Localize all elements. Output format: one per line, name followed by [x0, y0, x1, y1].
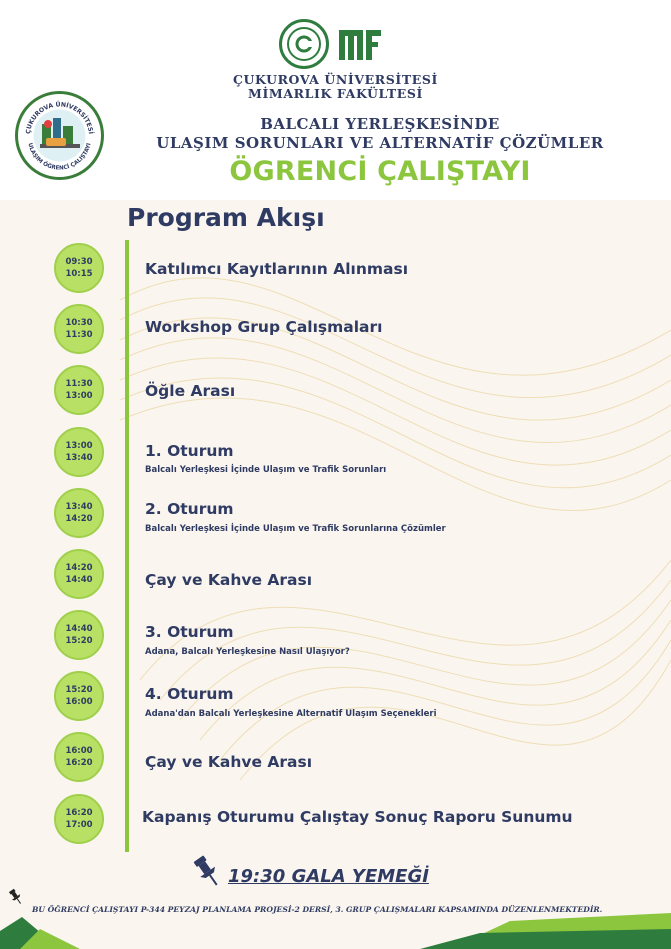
decorative-swirl-lines: [0, 180, 671, 900]
program-item-title: Workshop Grup Çalışmaları: [145, 318, 383, 336]
program-item-title: 2. Oturum: [145, 500, 234, 518]
pushpin-icon: [8, 888, 24, 906]
faculty-name: MİMARLIK FAKÜLTESİ: [248, 86, 423, 101]
time-start: 13:00: [65, 441, 93, 451]
decorative-corner-left: [0, 917, 80, 949]
time-start: 09:30: [65, 257, 93, 267]
timeline-line: [125, 240, 129, 852]
time-badge: [54, 732, 104, 782]
decorative-corner-right: [420, 913, 671, 949]
program-item-title: Katılımcı Kayıtlarının Alınması: [145, 260, 409, 278]
university-name: ÇUKUROVA ÜNİVERSİTESİ: [233, 72, 438, 87]
time-start: 16:00: [65, 746, 93, 756]
time-start: 15:20: [65, 685, 93, 695]
time-end: 13:00: [65, 391, 93, 401]
mf-logo-icon: [337, 24, 383, 64]
title-line-2: ULAŞIM SORUNLARI VE ALTERNATİF ÇÖZÜMLER: [156, 134, 604, 152]
time-badge: [54, 549, 104, 599]
time-badge: [54, 610, 104, 660]
time-start: 13:40: [65, 502, 93, 512]
program-item-title: Çay ve Kahve Arası: [145, 571, 313, 589]
pushpin-icon: [190, 852, 224, 890]
time-end: 13:40: [65, 453, 93, 463]
university-logo-icon: [279, 19, 329, 69]
time-end: 10:15: [65, 269, 93, 279]
time-end: 14:40: [65, 575, 93, 585]
time-badge: [54, 304, 104, 354]
time-start: 16:20: [65, 808, 93, 818]
time-start: 14:20: [65, 563, 93, 573]
program-item-title: Öğle Arası: [145, 382, 236, 400]
time-end: 11:30: [65, 330, 93, 340]
program-item-title: 3. Oturum: [145, 623, 234, 641]
time-end: 15:20: [65, 636, 93, 646]
time-badge: [54, 488, 104, 538]
workshop-logo-arc-text: ÇUKUROVA ÜNİVERSİTESİ: [25, 101, 94, 135]
program-item-subtitle: Balcalı Yerleşkesi İçinde Ulaşım ve Trafik Sorunları: [145, 465, 387, 475]
program-item-title: Çay ve Kahve Arası: [145, 753, 313, 771]
program-item-title: 4. Oturum: [145, 685, 234, 703]
time-badge: [54, 365, 104, 415]
program-heading: Program Akışı: [127, 203, 325, 232]
gala-dinner-text: 19:30 GALA YEMEĞİ: [228, 866, 429, 887]
program-item-subtitle: Adana, Balcalı Yerleşkesine Nasıl Ulaşıyor?: [145, 647, 350, 657]
time-start: 11:30: [65, 379, 93, 389]
footer-note: BU ÖĞRENCİ ÇALIŞTAYI P-344 PEYZAJ PLANLAMA PROJESİ-2 DERSİ, 3. GRUP ÇALIŞMALARI KAPSAMINDA DÜZENLENMEKTEDİR.: [32, 905, 603, 914]
program-item-title: 1. Oturum: [145, 442, 234, 460]
workshop-logo-bottom-text: ULAŞIM ÖĞRENCİ ÇALIŞTAYI: [26, 142, 93, 172]
time-end: 17:00: [65, 820, 93, 830]
program-item-subtitle: Adana'dan Balcalı Yerleşkesine Alternatif Ulaşım Seçenekleri: [145, 709, 437, 719]
time-badge: [54, 243, 104, 293]
time-end: 16:00: [65, 697, 93, 707]
time-start: 14:40: [65, 624, 93, 634]
workshop-logo-icon: [15, 91, 104, 180]
time-end: 14:20: [65, 514, 93, 524]
time-badge: [54, 427, 104, 477]
program-item-title: Kapanış Oturumu Çalıştay Sonuç Raporu Sunumu: [142, 808, 573, 826]
title-line-1: BALCALI YERLEŞKESİNDE: [260, 115, 500, 133]
time-end: 16:20: [65, 758, 93, 768]
event-subtitle: ÖGRENCİ ÇALIŞTAYI: [229, 156, 531, 187]
time-badge: [54, 794, 104, 844]
time-start: 10:30: [65, 318, 93, 328]
time-badge: [54, 671, 104, 721]
program-item-subtitle: Balcalı Yerleşkesi İçinde Ulaşım ve Trafik Sorunlarına Çözümler: [145, 524, 446, 534]
